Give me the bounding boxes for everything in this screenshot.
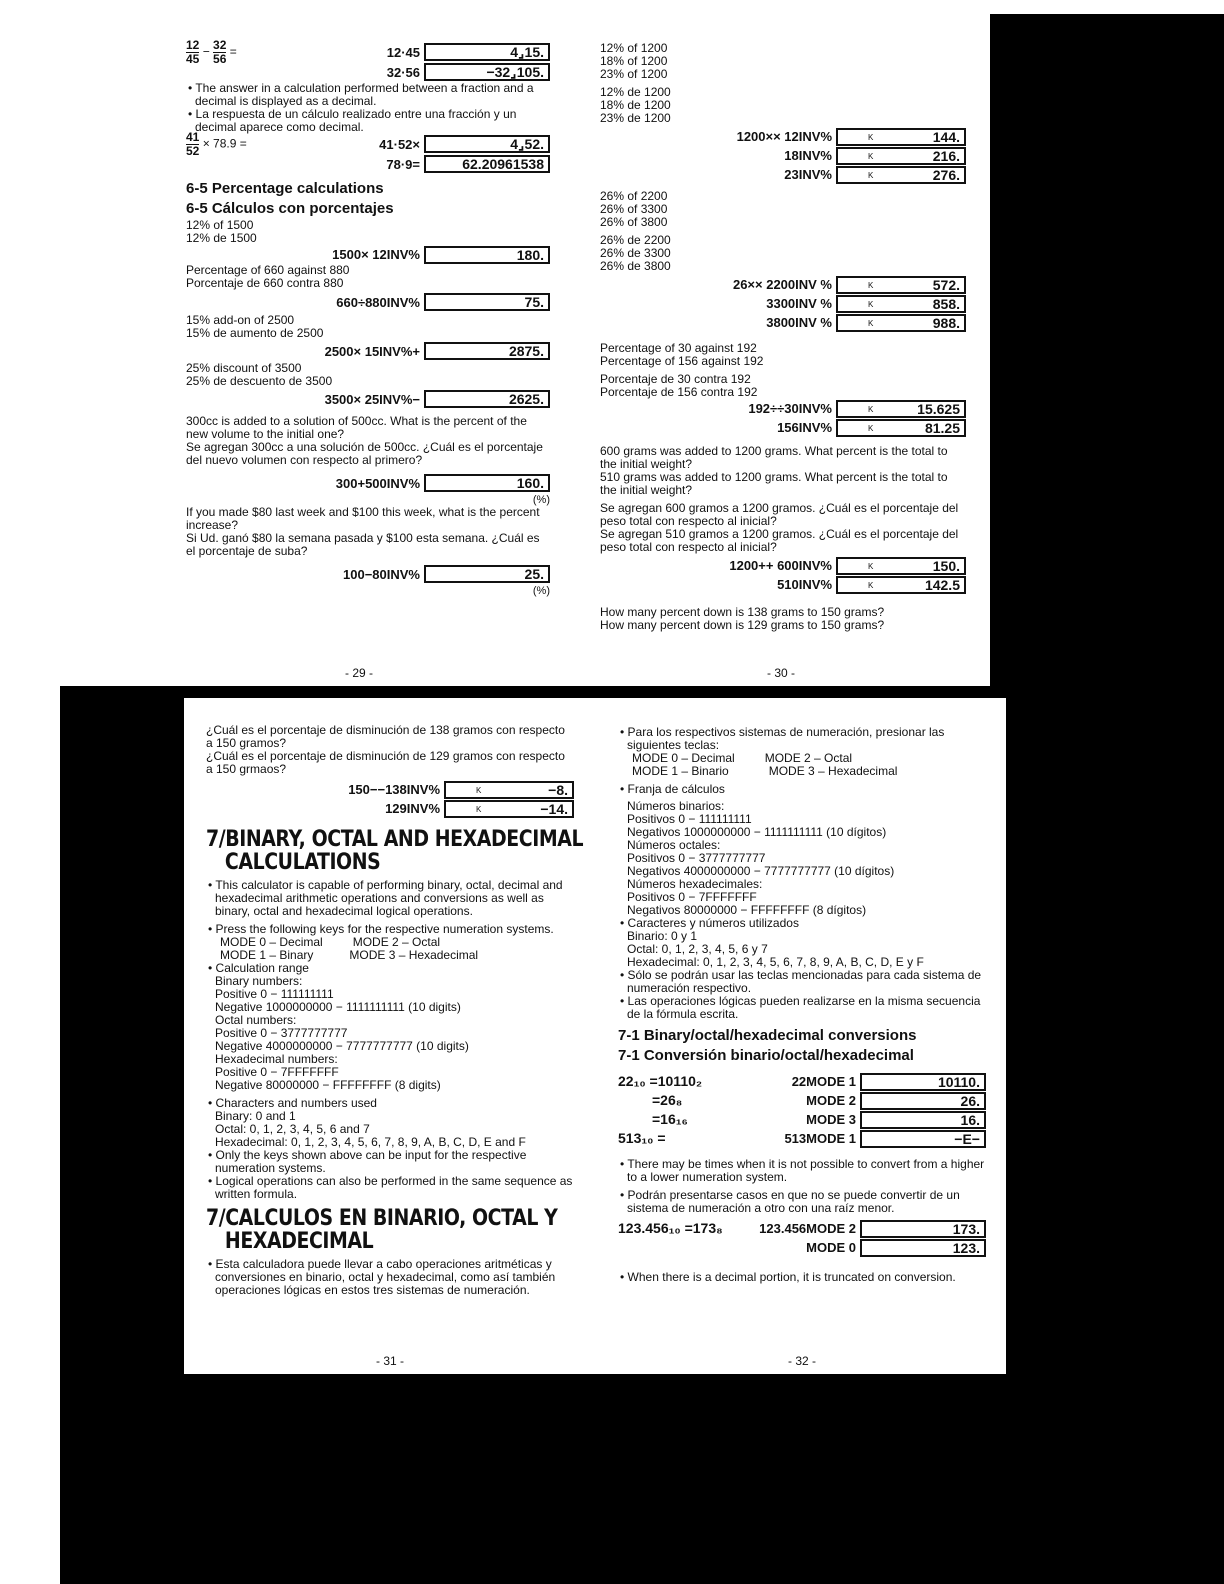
key-sequence: 78·9= — [386, 156, 420, 172]
key-sequence: 32·56 — [386, 64, 420, 80]
question-es: Se agregan 300cc a una solución de 500cc. ¿Cuál es el porcentaje del nuevo volumen con respecto al primero? — [186, 440, 543, 467]
example-text: Porcentaje de 156 contra 192 — [600, 385, 758, 399]
example-text: 18% de 1200 — [600, 98, 671, 112]
example-text: 18% of 1200 — [600, 54, 668, 68]
calc-group — [600, 556, 966, 594]
display: 173. — [860, 1220, 986, 1238]
display: 10110. — [860, 1073, 986, 1091]
calc-group — [600, 275, 966, 332]
example-text: 12% de 1500 — [186, 231, 257, 245]
chapter-title-en: 7/BINARY, OCTAL AND HEXADECIMAL — [206, 827, 584, 852]
range-list: Números binarios: Positivos 0 − 111111111 Negativos 1000000000 − 1111111111 (10 dígitos) Números octales: Positivos 0 − 3777777777 Negativos 4000000000 − 7777777777 (10 dígitos) Números hexadecimales: Positivos 0 − 7FFFFFFF Negativos 80000000 − FFFFFFFF (8 dígitos) — [627, 799, 895, 917]
example-text: 26% de 2200 — [600, 233, 671, 247]
section-heading-es: 7-1 Conversión binario/octal/hexadecimal — [618, 1047, 914, 1064]
example-text: 12% of 1200 — [600, 41, 668, 55]
key-sequence: 18INV% — [784, 148, 832, 163]
scan-border-right-top — [990, 14, 1224, 690]
note-es: • La respuesta de un cálculo realizado entre una fracción y un decimal aparece como decimal. — [188, 107, 517, 134]
page-number: - 32 - — [787, 1354, 816, 1368]
calc-row — [186, 290, 550, 314]
unit-label: (%) — [532, 585, 550, 597]
question-es: ¿Cuál es el porcentaje de disminución de 138 gramos con respecto a 150 gramos? — [206, 723, 565, 750]
display: K 144. — [836, 128, 966, 146]
example-text: 23% of 1200 — [600, 67, 668, 81]
calc-row: $\frac{12}{45}$ − $\frac{32}{56}$ = 12·45 4⌟15. — [186, 42, 550, 62]
calc-row — [206, 780, 574, 799]
calc-row — [186, 562, 550, 586]
example-text: 15% de aumento de 2500 — [186, 326, 324, 340]
display: K 81.25 — [836, 419, 966, 437]
display: K −8. — [444, 781, 574, 799]
key-sequence: 129INV% — [385, 801, 440, 816]
key-sequence: 3800INV % — [766, 315, 832, 330]
mode-keys: MODE 1 – Binary MODE 3 – Hexadecimal — [220, 948, 479, 962]
display: K 142.5 — [836, 576, 966, 594]
calc-group — [600, 399, 966, 437]
key-sequence: 22MODE 1 — [791, 1074, 856, 1089]
section-heading-es: 6-5 Cálculos con porcentajes — [186, 200, 394, 217]
calc-group — [206, 780, 574, 818]
question-es: Si Ud. ganó $80 la semana pasada y $100 esta semana. ¿Cuál es el porcentaje de suba? — [186, 531, 540, 558]
question-es: ¿Cuál es el porcentaje de disminución de 129 gramos con respecto a 150 grmaos? — [206, 749, 565, 776]
page-number: - 30 - — [766, 666, 795, 680]
question-en: How many percent down is 129 grams to 150 grams? — [600, 618, 885, 632]
section-heading-en: 7-1 Binary/octal/hexadecimal conversions — [618, 1027, 917, 1044]
display: 26. — [860, 1092, 986, 1110]
question-en: How many percent down is 138 grams to 150 grams? — [600, 605, 885, 619]
key-sequence: 156INV% — [777, 420, 832, 435]
example-text: 23% de 1200 — [600, 111, 671, 125]
display: K 572. — [836, 276, 966, 294]
question-en: 600 grams was added to 1200 grams. What percent is the total to the initial weight? — [600, 444, 948, 471]
key-sequence: 1200×× 12INV% — [736, 129, 832, 144]
display: 62.20961538 — [424, 155, 550, 173]
display: −32⌟105. — [424, 63, 550, 81]
display: 75. — [424, 293, 550, 311]
key-sequence: 1200++ 600INV% — [729, 558, 832, 573]
bullet: • Calculation range — [208, 961, 309, 975]
calc-row — [600, 556, 966, 575]
question-es: Se agregan 600 gramos a 1200 gramos. ¿Cuál es el porcentaje del peso total con respecto al inicial? — [600, 501, 959, 528]
example-text: Porcentaje de 30 contra 192 — [600, 372, 751, 386]
calc-row: $\frac{41}{52}$ × 78.9 = 41·52× 4⌟52. — [186, 134, 550, 154]
example-text: Porcentaje de 660 contra 880 — [186, 276, 344, 290]
question-en: 300cc is added to a solution of 500cc. What is the percent of the new volume to the initial one? — [186, 414, 527, 441]
bullet: • Podrán presentarse casos en que no se puede convertir de un sistema de numeración a otro con una raíz menor. — [620, 1188, 960, 1215]
calc-row — [186, 340, 550, 362]
display: 160. — [424, 474, 550, 492]
key-sequence: MODE 3 — [806, 1112, 856, 1127]
example-text: 12% of 1500 — [186, 218, 254, 232]
calc-row: 123.456₁₀ =173₈ 123.456MODE 2 173. — [618, 1219, 986, 1238]
display: −E− — [860, 1130, 986, 1148]
example-text: Percentage of 660 against 880 — [186, 263, 350, 277]
example-text: 26% de 3800 — [600, 259, 671, 273]
calc-row — [600, 418, 966, 437]
bullet: • Only the keys shown above can be input for the respective numeration systems. — [208, 1148, 527, 1175]
example-text: 25% discount of 3500 — [186, 361, 302, 375]
page-29 — [150, 14, 568, 686]
example-text: Percentage of 156 against 192 — [600, 354, 764, 368]
calc-row — [600, 275, 966, 294]
example-text: 26% of 2200 — [600, 189, 668, 203]
page-30 — [572, 14, 990, 686]
mode-keys: MODE 1 – Binario MODE 3 – Hexadecimal — [632, 764, 898, 778]
display: 4⌟52. — [424, 135, 550, 153]
bullet: • Para los respectivos sistemas de numeración, presionar las siguientes teclas: — [620, 725, 945, 752]
key-sequence: 26×× 2200INV % — [732, 277, 832, 292]
example-text: 15% add-on of 2500 — [186, 313, 295, 327]
conversion-table — [618, 1072, 986, 1148]
section-heading-en: 6-5 Percentage calculations — [186, 180, 384, 197]
display: K −14. — [444, 800, 574, 818]
key-sequence: 192÷÷30INV% — [748, 401, 832, 416]
question-en: If you made $80 last week and $100 this week, what is the percent increase? — [186, 505, 540, 532]
page-32 — [598, 698, 1006, 1374]
calc-row — [600, 294, 966, 313]
display: 16. — [860, 1111, 986, 1129]
bullet: • Logical operations can also be performed in the same sequence as written formula. — [208, 1174, 573, 1201]
bullet: • Sólo se podrán usar las teclas mencionadas para cada sistema de numeración respectivo. — [620, 968, 982, 995]
key-sequence: 100−80INV% — [343, 566, 420, 582]
chapter-title-en-2: CALCULATIONS — [224, 850, 381, 875]
question-en: 510 grams was added to 1200 grams. What percent is the total to the initial weight? — [600, 470, 948, 497]
chars-list: Binario: 0 y 1 Octal: 0, 1, 2, 3, 4, 5, 6 y 7 Hexadecimal: 0, 1, 2, 3, 4, 5, 6, 7, 8, 9, A, B, C, D, E y F — [627, 929, 924, 969]
chapter-title-es: 7/CALCULOS EN BINARIO, OCTAL Y — [206, 1206, 558, 1231]
chars-list: Binary: 0 and 1 Octal: 0, 1, 2, 3, 4, 5, 6 and 7 Hexadecimal: 0, 1, 2, 3, 4, 5, 6, 7, 8, 9, A, B, C, D, E and F — [215, 1109, 526, 1149]
bullet: • Esta calculadora puede llevar a cabo operaciones aritméticas y conversiones en binario, octal y hexadecimal, como así también operaciones lógicas en estos tres sistemas de numeración. — [208, 1257, 556, 1297]
display: K 858. — [836, 295, 966, 313]
key-sequence: 1500× 12INV% — [332, 247, 420, 262]
key-sequence: 660÷880INV% — [336, 294, 420, 310]
bullet: • There may be times when it is not possible to convert from a higher to a lower numeration system. — [620, 1157, 985, 1184]
calc-row: 22₁₀ =10110₂ 22MODE 1 10110. — [618, 1072, 986, 1091]
mode-keys: MODE 0 – Decimal MODE 2 – Octal — [632, 751, 853, 765]
mode-keys: MODE 0 – Decimal MODE 2 – Octal — [220, 935, 441, 949]
calc-row — [600, 399, 966, 418]
key-sequence: 123.456MODE 2 — [759, 1221, 856, 1236]
key-sequence: 510INV% — [777, 577, 832, 592]
calc-row: =26₈ MODE 2 26. — [618, 1091, 986, 1110]
key-sequence: MODE 2 — [806, 1093, 856, 1108]
calc-row — [186, 471, 550, 495]
key-sequence: 23INV% — [784, 167, 832, 182]
chapter-title-es-2: HEXADECIMAL — [224, 1229, 374, 1254]
example-text: 26% of 3800 — [600, 215, 668, 229]
display: 4⌟15. — [424, 43, 550, 61]
key-sequence: 3500× 25INV%− — [324, 391, 420, 407]
note-en: • The answer in a calculation performed between a fraction and a decimal is displayed as a decimal. — [188, 81, 534, 108]
display: K 15.625 — [836, 400, 966, 418]
key-sequence: 150−−138INV% — [348, 782, 440, 797]
range-list: Binary numbers: Positive 0 − 111111111 Negative 1000000000 − 1111111111 (10 digits) Octal numbers: Positive 0 − 3777777777 Negative 4000000000 − 7777777777 (10 digits) Hexadecimal numbers: Positive 0 − 7FFFFFFF Negative 80000000 − FFFFFFFF (8 digits) — [215, 974, 469, 1092]
bullet: • Characters and numbers used — [208, 1096, 377, 1110]
question-es: Se agregan 510 gramos a 1200 gramos. ¿Cuál es el porcentaje del peso total con respecto al inicial? — [600, 527, 959, 554]
page-number: - 29 - — [344, 666, 373, 680]
key-sequence: 300+500INV% — [335, 475, 420, 491]
display: 2875. — [424, 342, 550, 360]
example-text: 26% de 3300 — [600, 246, 671, 260]
calc-row — [600, 127, 966, 146]
display: K 276. — [836, 166, 966, 184]
display: 25. — [424, 565, 550, 583]
bullet: • Las operaciones lógicas pueden realizarse en la misma secuencia de la fórmula escrita. — [620, 994, 981, 1021]
example-text: 12% de 1200 — [600, 85, 671, 99]
display: 123. — [860, 1239, 986, 1257]
key-sequence: 41·52× — [379, 136, 420, 152]
calc-group — [600, 127, 966, 184]
display: K 150. — [836, 557, 966, 575]
page-31 — [184, 698, 596, 1374]
display: K 988. — [836, 314, 966, 332]
bullet: • When there is a decimal portion, it is truncated on conversion. — [620, 1270, 956, 1284]
display: K 216. — [836, 147, 966, 165]
calc-row — [186, 388, 550, 410]
example-text: 25% de descuento de 3500 — [186, 374, 333, 388]
example-text: Percentage of 30 against 192 — [600, 341, 757, 355]
calc-row — [600, 146, 966, 165]
bullet: • Caracteres y números utilizados — [620, 916, 799, 930]
calc-row — [186, 245, 550, 264]
calc-row: =16₁₆ MODE 3 16. — [618, 1110, 986, 1129]
page-number: - 31 - — [375, 1354, 404, 1368]
unit-label: (%) — [532, 494, 550, 506]
key-sequence: 12·45 — [386, 44, 420, 60]
calc-row — [618, 1238, 986, 1257]
calc-row: 513₁₀ = 513MODE 1 −E− — [618, 1129, 986, 1148]
key-sequence: 3300INV % — [766, 296, 832, 311]
bullet: • Press the following keys for the respective numeration systems. — [208, 922, 554, 936]
example-text: 26% of 3300 — [600, 202, 668, 216]
display: 2625. — [424, 390, 550, 408]
calc-row — [600, 165, 966, 184]
conversion-table — [618, 1219, 986, 1257]
calc-row — [206, 799, 574, 818]
calc-row — [600, 575, 966, 594]
scan-border-bottom — [60, 1374, 1224, 1584]
key-sequence: 513MODE 1 — [784, 1131, 856, 1146]
display: 180. — [424, 246, 550, 264]
key-sequence: 2500× 15INV%+ — [324, 343, 420, 359]
bullet: • This calculator is capable of performing binary, octal, decimal and hexadecimal arithmetic operations and conversions as well as binary, octal and hexadecimal logical operations. — [208, 878, 563, 918]
key-sequence: MODE 0 — [806, 1240, 856, 1255]
calc-row — [600, 313, 966, 332]
bullet: • Franja de cálculos — [620, 782, 725, 796]
